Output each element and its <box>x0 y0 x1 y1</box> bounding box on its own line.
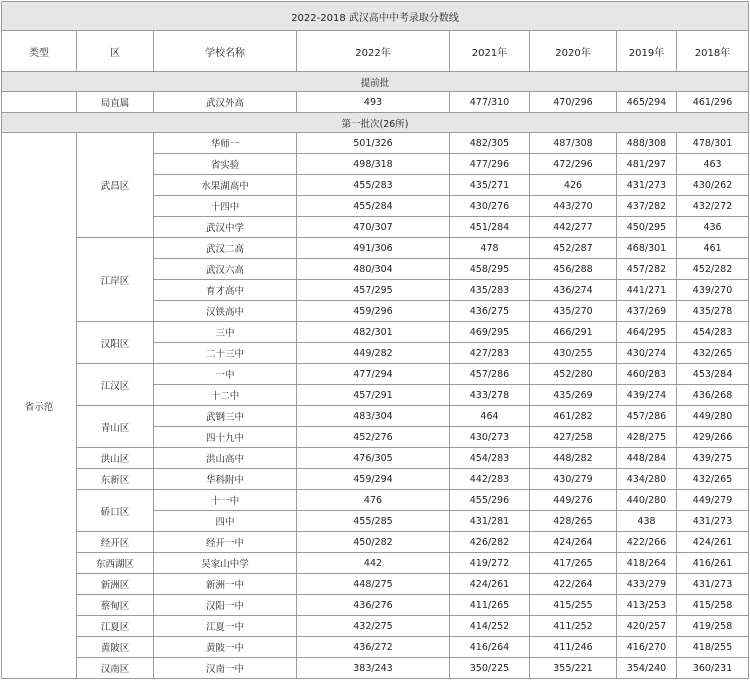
score-cell: 498/318 <box>297 154 450 175</box>
column-header: 2021年 <box>450 31 530 72</box>
score-cell: 419/272 <box>450 553 530 574</box>
table-title: 2022-2018 武汉高中中考录取分数线 <box>2 2 749 31</box>
score-cell: 426/282 <box>450 532 530 553</box>
score-cell: 431/273 <box>677 574 749 595</box>
admission-score-table <box>1 1 749 679</box>
school-name-cell: 吴家山中学 <box>154 553 297 574</box>
table-row <box>2 658 749 679</box>
score-cell: 459/296 <box>297 301 450 322</box>
school-name-cell: 十四中 <box>154 196 297 217</box>
score-cell: 449/279 <box>677 490 749 511</box>
score-cell: 424/261 <box>450 574 530 595</box>
score-cell: 430/279 <box>530 469 617 490</box>
district-cell: 洪山区 <box>77 448 154 469</box>
score-cell: 491/306 <box>297 238 450 259</box>
score-cell: 442/283 <box>450 469 530 490</box>
score-cell: 422/266 <box>617 532 677 553</box>
score-cell: 436/274 <box>530 280 617 301</box>
score-cell: 488/308 <box>617 133 677 154</box>
score-cell: 427/283 <box>450 343 530 364</box>
score-cell: 432/272 <box>677 196 749 217</box>
school-name-cell: 一中 <box>154 364 297 385</box>
table-body <box>2 2 749 679</box>
score-cell: 430/255 <box>530 343 617 364</box>
score-cell: 501/326 <box>297 133 450 154</box>
school-name-cell: 武汉六高 <box>154 259 297 280</box>
school-name-cell: 武汉外高 <box>154 92 297 113</box>
score-cell: 493 <box>297 92 450 113</box>
score-cell: 430/276 <box>450 196 530 217</box>
score-cell: 454/283 <box>450 448 530 469</box>
score-cell: 435/271 <box>450 175 530 196</box>
score-cell: 477/294 <box>297 364 450 385</box>
school-name-cell: 洪山高中 <box>154 448 297 469</box>
table-row <box>2 469 749 490</box>
score-cell: 426 <box>530 175 617 196</box>
table-row <box>2 133 749 154</box>
score-cell: 435/270 <box>530 301 617 322</box>
score-cell: 461/282 <box>530 406 617 427</box>
score-cell: 439/274 <box>617 385 677 406</box>
section-row <box>2 113 749 133</box>
score-cell: 452/280 <box>530 364 617 385</box>
school-name-cell: 经开一中 <box>154 532 297 553</box>
score-cell: 432/265 <box>677 469 749 490</box>
score-cell: 448/282 <box>530 448 617 469</box>
district-cell: 蔡甸区 <box>77 595 154 616</box>
score-cell: 435/278 <box>677 301 749 322</box>
score-cell: 451/284 <box>450 217 530 238</box>
score-cell: 455/283 <box>297 175 450 196</box>
score-cell: 449/282 <box>297 343 450 364</box>
score-cell: 417/265 <box>530 553 617 574</box>
score-cell: 437/269 <box>617 301 677 322</box>
school-name-cell: 水果湖高中 <box>154 175 297 196</box>
score-cell: 450/295 <box>617 217 677 238</box>
score-cell: 483/304 <box>297 406 450 427</box>
score-cell: 355/221 <box>530 658 617 679</box>
score-cell: 430/273 <box>450 427 530 448</box>
score-cell: 413/253 <box>617 595 677 616</box>
score-cell: 427/258 <box>530 427 617 448</box>
district-cell: 经开区 <box>77 532 154 553</box>
score-cell: 448/275 <box>297 574 450 595</box>
section-label: 提前批 <box>2 72 749 92</box>
school-name-cell: 汉南一中 <box>154 658 297 679</box>
district-cell: 东新区 <box>77 469 154 490</box>
score-cell: 472/296 <box>530 154 617 175</box>
school-name-cell: 华师一 <box>154 133 297 154</box>
score-cell: 450/282 <box>297 532 450 553</box>
score-cell: 476 <box>297 490 450 511</box>
score-cell: 436 <box>677 217 749 238</box>
score-cell: 416/270 <box>617 637 677 658</box>
score-cell: 432/275 <box>297 616 450 637</box>
score-cell: 454/283 <box>677 322 749 343</box>
score-cell: 433/279 <box>617 574 677 595</box>
score-cell: 449/280 <box>677 406 749 427</box>
column-header: 类型 <box>2 31 77 72</box>
column-header: 2020年 <box>530 31 617 72</box>
score-cell: 433/278 <box>450 385 530 406</box>
score-cell: 457/282 <box>617 259 677 280</box>
score-cell: 461/296 <box>677 92 749 113</box>
school-name-cell: 汉铁高中 <box>154 301 297 322</box>
score-cell: 439/275 <box>677 448 749 469</box>
score-cell: 436/276 <box>297 595 450 616</box>
score-cell: 431/281 <box>450 511 530 532</box>
score-cell: 464 <box>450 406 530 427</box>
score-cell: 360/231 <box>677 658 749 679</box>
score-cell: 437/282 <box>617 196 677 217</box>
school-name-cell: 育才高中 <box>154 280 297 301</box>
score-cell: 459/294 <box>297 469 450 490</box>
table-row <box>2 448 749 469</box>
score-cell: 435/283 <box>450 280 530 301</box>
score-cell: 415/255 <box>530 595 617 616</box>
score-cell: 452/282 <box>677 259 749 280</box>
score-cell: 457/286 <box>450 364 530 385</box>
score-cell: 431/273 <box>617 175 677 196</box>
score-cell: 452/276 <box>297 427 450 448</box>
table-row <box>2 490 749 511</box>
table-row <box>2 364 749 385</box>
school-name-cell: 四中 <box>154 511 297 532</box>
district-cell: 汉南区 <box>77 658 154 679</box>
score-cell: 430/274 <box>617 343 677 364</box>
score-cell: 424/261 <box>677 532 749 553</box>
school-name-cell: 华科附中 <box>154 469 297 490</box>
score-cell: 414/252 <box>450 616 530 637</box>
title-row <box>2 2 749 31</box>
table-row <box>2 406 749 427</box>
table-row <box>2 92 749 113</box>
score-cell: 443/270 <box>530 196 617 217</box>
score-cell: 464/295 <box>617 322 677 343</box>
score-cell: 453/284 <box>677 364 749 385</box>
header-row <box>2 31 749 72</box>
score-cell: 438 <box>617 511 677 532</box>
district-cell: 江汉区 <box>77 364 154 406</box>
score-cell: 465/294 <box>617 92 677 113</box>
district-cell: 黄陂区 <box>77 637 154 658</box>
score-cell: 468/301 <box>617 238 677 259</box>
school-name-cell: 四十九中 <box>154 427 297 448</box>
score-cell: 436/268 <box>677 385 749 406</box>
score-cell: 457/286 <box>617 406 677 427</box>
district-cell: 局直属 <box>77 92 154 113</box>
district-cell: 江岸区 <box>77 238 154 322</box>
school-name-cell: 武汉二高 <box>154 238 297 259</box>
table-row <box>2 637 749 658</box>
score-cell: 430/262 <box>677 175 749 196</box>
score-cell: 411/265 <box>450 595 530 616</box>
score-cell: 441/271 <box>617 280 677 301</box>
table-row <box>2 553 749 574</box>
score-cell: 477/310 <box>450 92 530 113</box>
table-row <box>2 595 749 616</box>
score-cell: 480/304 <box>297 259 450 280</box>
score-cell: 354/240 <box>617 658 677 679</box>
school-name-cell: 汉阳一中 <box>154 595 297 616</box>
column-header: 区 <box>77 31 154 72</box>
score-cell: 458/295 <box>450 259 530 280</box>
district-cell: 硚口区 <box>77 490 154 532</box>
score-cell: 432/265 <box>677 343 749 364</box>
score-cell: 350/225 <box>450 658 530 679</box>
school-name-cell: 江夏一中 <box>154 616 297 637</box>
score-cell: 457/295 <box>297 280 450 301</box>
score-cell: 463 <box>677 154 749 175</box>
score-cell: 411/252 <box>530 616 617 637</box>
score-cell: 422/264 <box>530 574 617 595</box>
score-cell: 469/295 <box>450 322 530 343</box>
score-cell: 466/291 <box>530 322 617 343</box>
score-cell: 415/258 <box>677 595 749 616</box>
score-cell: 482/301 <box>297 322 450 343</box>
score-cell: 455/284 <box>297 196 450 217</box>
district-cell: 新洲区 <box>77 574 154 595</box>
section-row <box>2 72 749 92</box>
score-cell: 424/264 <box>530 532 617 553</box>
score-cell: 439/270 <box>677 280 749 301</box>
school-name-cell: 黄陂一中 <box>154 637 297 658</box>
score-cell: 460/283 <box>617 364 677 385</box>
school-name-cell: 三中 <box>154 322 297 343</box>
school-name-cell: 十二中 <box>154 385 297 406</box>
score-cell: 455/285 <box>297 511 450 532</box>
score-cell: 418/255 <box>677 637 749 658</box>
score-cell: 457/291 <box>297 385 450 406</box>
score-cell: 416/264 <box>450 637 530 658</box>
score-cell: 419/258 <box>677 616 749 637</box>
column-header: 2018年 <box>677 31 749 72</box>
table-row <box>2 574 749 595</box>
score-cell: 428/275 <box>617 427 677 448</box>
score-cell: 478 <box>450 238 530 259</box>
score-cell: 429/266 <box>677 427 749 448</box>
score-cell: 470/307 <box>297 217 450 238</box>
school-name-cell: 十一中 <box>154 490 297 511</box>
score-cell: 478/301 <box>677 133 749 154</box>
column-header: 2019年 <box>617 31 677 72</box>
score-cell: 411/246 <box>530 637 617 658</box>
district-cell: 江夏区 <box>77 616 154 637</box>
score-cell: 442/277 <box>530 217 617 238</box>
school-name-cell: 二十三中 <box>154 343 297 364</box>
score-cell: 431/273 <box>677 511 749 532</box>
column-header: 2022年 <box>297 31 450 72</box>
school-name-cell: 武汉中学 <box>154 217 297 238</box>
district-cell: 汉阳区 <box>77 322 154 364</box>
table-row <box>2 616 749 637</box>
school-name-cell: 省实验 <box>154 154 297 175</box>
school-name-cell: 武钢三中 <box>154 406 297 427</box>
score-cell: 420/257 <box>617 616 677 637</box>
score-cell: 436/275 <box>450 301 530 322</box>
score-cell: 436/272 <box>297 637 450 658</box>
score-cell: 440/280 <box>617 490 677 511</box>
score-cell: 455/296 <box>450 490 530 511</box>
table-row <box>2 322 749 343</box>
column-header: 学校名称 <box>154 31 297 72</box>
score-cell: 416/261 <box>677 553 749 574</box>
score-cell: 452/287 <box>530 238 617 259</box>
score-cell: 482/305 <box>450 133 530 154</box>
score-cell: 481/297 <box>617 154 677 175</box>
section-label: 第一批次(26所) <box>2 113 749 133</box>
score-cell: 461 <box>677 238 749 259</box>
table-row <box>2 532 749 553</box>
school-name-cell: 新洲一中 <box>154 574 297 595</box>
district-cell: 东西湖区 <box>77 553 154 574</box>
score-cell: 383/243 <box>297 658 450 679</box>
score-cell: 418/264 <box>617 553 677 574</box>
district-cell: 武昌区 <box>77 133 154 238</box>
score-cell: 428/265 <box>530 511 617 532</box>
score-cell: 476/305 <box>297 448 450 469</box>
score-cell: 434/280 <box>617 469 677 490</box>
type-cell: 省示范 <box>2 133 77 679</box>
score-cell: 435/269 <box>530 385 617 406</box>
district-cell: 青山区 <box>77 406 154 448</box>
score-cell: 448/284 <box>617 448 677 469</box>
type-cell <box>2 92 77 113</box>
score-cell: 456/288 <box>530 259 617 280</box>
score-cell: 470/296 <box>530 92 617 113</box>
score-cell: 449/276 <box>530 490 617 511</box>
score-cell: 477/296 <box>450 154 530 175</box>
score-cell: 487/308 <box>530 133 617 154</box>
score-cell: 442 <box>297 553 450 574</box>
table-row <box>2 238 749 259</box>
